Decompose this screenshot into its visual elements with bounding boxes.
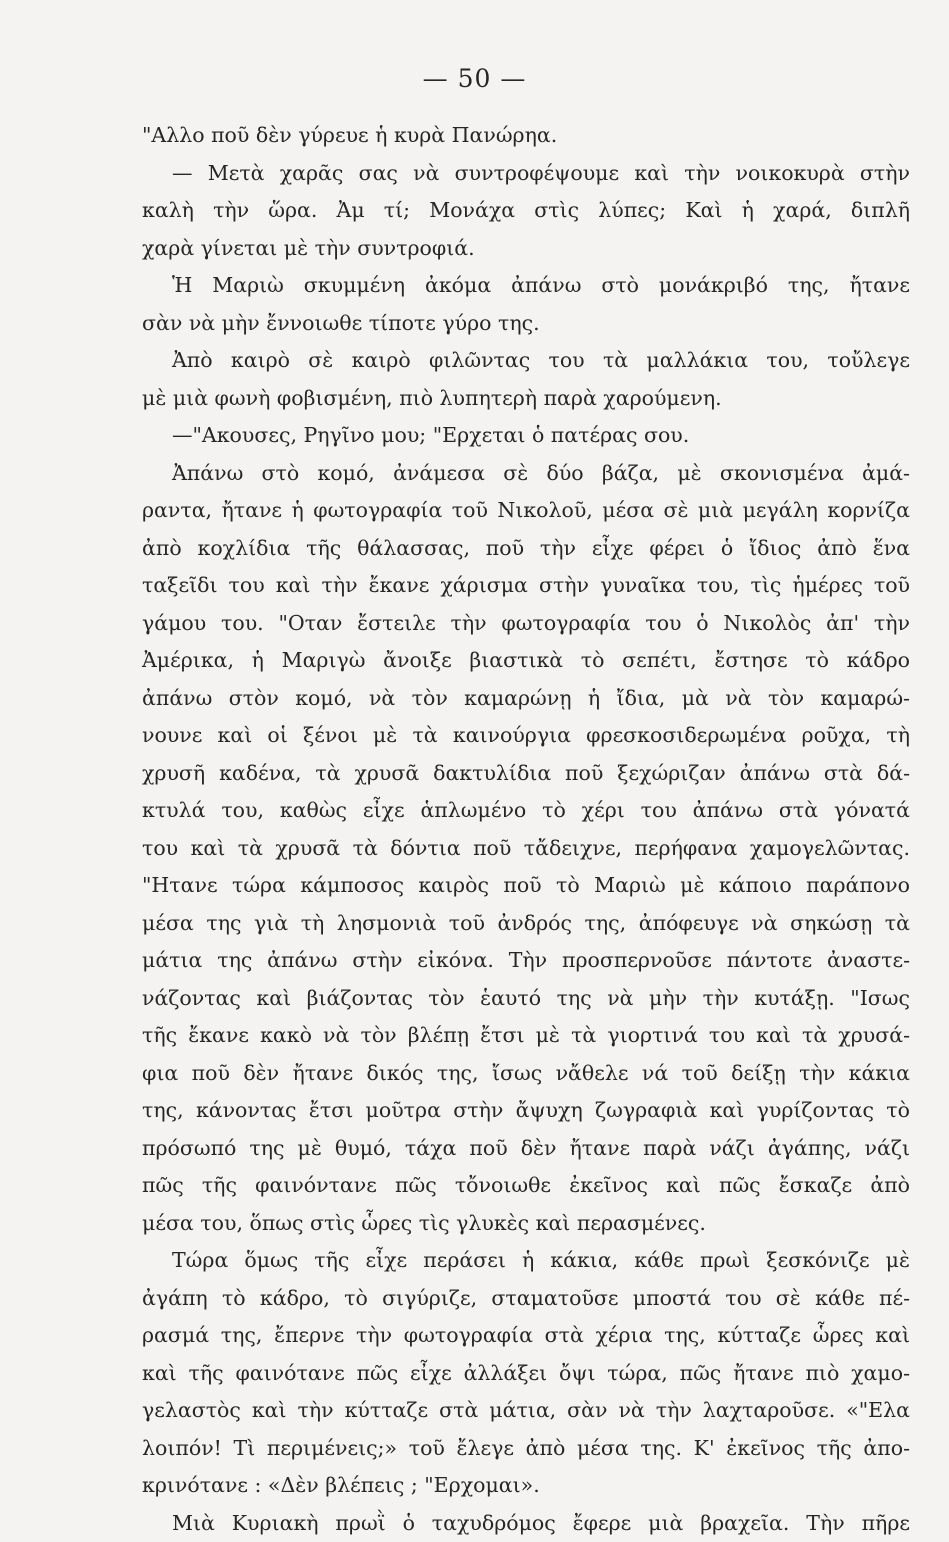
text-line: "Αλλο ποῦ δὲν γύρευε ἡ κυρὰ Πανώρηα. [142, 117, 910, 155]
text-line: καλὴ τὴν ὥρα. Ἀμ τί; Μονάχα στὶς λύπες; Καὶ ἡ χαρά, διπλῆ [142, 192, 910, 230]
body-text [142, 117, 910, 1542]
text-line: μέσα της γιὰ τὴ λησμονιὰ τοῦ ἀνδρός της, ἀπόφευγε νὰ σηκώσῃ τὰ [142, 905, 910, 943]
text-line: καὶ τῆς φαινότανε πῶς εἶχε ἀλλάξει ὄψι τώρα, πῶς ἤτανε πιὸ χαμο- [142, 1355, 910, 1393]
text-line: νάζοντας καὶ βιάζοντας τὸν ἑαυτό της νὰ μὴν τὴν κυτάξῃ. "Ισως [142, 980, 910, 1018]
text-line: κτυλά του, καθὼς εἶχε ἁπλωμένο τὸ χέρι του ἀπάνω στὰ γόνατά [142, 792, 910, 830]
text-line: πῶς τῆς φαινόντανε πῶς τὄνοιωθε ἐκεῖνος καὶ πῶς ἔσκαζε ἀπὸ [142, 1167, 910, 1205]
text-line: τῆς ἔκανε κακὸ νὰ τὸν βλέπῃ ἔτσι μὲ τὰ γιορτινά του καὶ τὰ χρυσά- [142, 1017, 910, 1055]
text-line: Μιὰ Κυριακὴ πρωῒ ὁ ταχυδρόμος ἔφερε μιὰ βραχεῖα. Τὴν πῆρε [142, 1505, 910, 1542]
text-line: ἀπὸ κοχλίδια τῆς θάλασσας, ποῦ τὴν εἶχε φέρει ὁ ἴδιος ἀπὸ ἕνα [142, 530, 910, 568]
text-line: γάμου του. "Οταν ἔστειλε τὴν φωτογραφία του ὁ Νικολὸς ἀπ' τὴν [142, 605, 910, 643]
text-line: Ἀπάνω στὸ κομό, ἀνάμεσα σὲ δύο βάζα, μὲ σκονισμένα ἀμά- [142, 455, 910, 493]
text-line: Τώρα ὅμως τῆς εἶχε περάσει ἡ κάκια, κάθε πρωὶ ξεσκόνιζε μὲ [142, 1242, 910, 1280]
text-line: σὰν νὰ μὴν ἔννοιωθε τίποτε γύρο της. [142, 305, 910, 343]
text-line: μὲ μιὰ φωνὴ φοβισμένη, πιὸ λυπητερὴ παρὰ χαρούμενη. [142, 380, 910, 418]
text-line: γελαστὸς καὶ τὴν κύτταζε στὰ μάτια, σὰν νὰ τὴν λαχταροῦσε. «"Ελα [142, 1392, 910, 1430]
text-line: φια ποῦ δὲν ἤτανε δικός της, ἴσως νἄθελε νά τοῦ δείξῃ τὴν κάκια [142, 1055, 910, 1093]
text-line: του καὶ τὰ χρυσᾶ τὰ δόντια ποῦ τἄδειχνε, περήφανα χαμογελῶντας. [142, 830, 910, 868]
text-line: —"Ακουσες, Ρηγῖνο μου; "Ερχεται ὁ πατέρας σου. [142, 417, 910, 455]
text-line: χαρὰ γίνεται μὲ τὴν συντροφιά. [142, 230, 910, 268]
text-line: Ἀμέρικα, ἡ Μαριγὼ ἄνοιξε βιαστικὰ τὸ σεπέτι, ἔστησε τὸ κάδρο [142, 642, 910, 680]
text-line: "Ητανε τώρα κάμποσος καιρὸς ποῦ τὸ Μαριὼ μὲ κάποιο παράπονο [142, 867, 910, 905]
text-line: ἀπάνω στὸν κομό, νὰ τὸν καμαρώνῃ ἡ ἴδια, μὰ νὰ τὸν καμαρώ- [142, 680, 910, 718]
page-number: — 50 — [0, 64, 949, 93]
text-line: — Μετὰ χαρᾶς σας νὰ συντροφέψουμε καὶ τὴν νοικοκυρὰ στὴν [142, 155, 910, 193]
text-line: ἀγάπη τὸ κάδρο, τὸ σιγύριζε, σταματοῦσε μποστά του σὲ κάθε πέ- [142, 1280, 910, 1318]
text-line: χρυσῆ καδένα, τὰ χρυσᾶ δακτυλίδια ποῦ ξεχώριζαν ἀπάνω στὰ δά- [142, 755, 910, 793]
text-line: ραντα, ἤτανε ἡ φωτογραφία τοῦ Νικολοῦ, μέσα σὲ μιὰ μεγάλη κορνίζα [142, 492, 910, 530]
text-line: Ἀπὸ καιρὸ σὲ καιρὸ φιλῶντας του τὰ μαλλάκια του, τοὔλεγε [142, 342, 910, 380]
text-line: Ἡ Μαριὼ σκυμμένη ἀκόμα ἀπάνω στὸ μονάκριβό της, ἤτανε [142, 267, 910, 305]
text-line: ταξεῖδι του καὶ τὴν ἔκανε χάρισμα στὴν γυναῖκα του, τὶς ἡμέρες τοῦ [142, 567, 910, 605]
text-line: λοιπόν! Τὶ περιμένεις;» τοῦ ἔλεγε ἀπὸ μέσα της. Κ' ἐκεῖνος τῆς ἀπο- [142, 1430, 910, 1468]
text-line: μάτια της ἀπάνω στὴν εἰκόνα. Τὴν προσπερνοῦσε πάντοτε ἀναστε- [142, 942, 910, 980]
text-line: μέσα του, ὅπως στὶς ὧρες τὶς γλυκὲς καὶ περασμένες. [142, 1205, 910, 1243]
text-line: κρινότανε : «Δὲν βλέπεις ; "Ερχομαι». [142, 1467, 910, 1505]
text-line: πρόσωπό της μὲ θυμό, τάχα ποῦ δὲν ἤτανε παρὰ νάζι ἀγάπης, νάζι [142, 1130, 910, 1168]
text-line: ρασμά της, ἔπερνε τὴν φωτογραφία στὰ χέρια της, κύτταζε ὧρες καὶ [142, 1317, 910, 1355]
text-line: νουνε καὶ οἱ ξένοι μὲ τὰ καινούργια φρεσκοσιδερωμένα ροῦχα, τὴ [142, 717, 910, 755]
text-line: της, κάνοντας ἔτσι μοῦτρα στὴν ἄψυχη ζωγραφιὰ καὶ γυρίζοντας τὸ [142, 1092, 910, 1130]
